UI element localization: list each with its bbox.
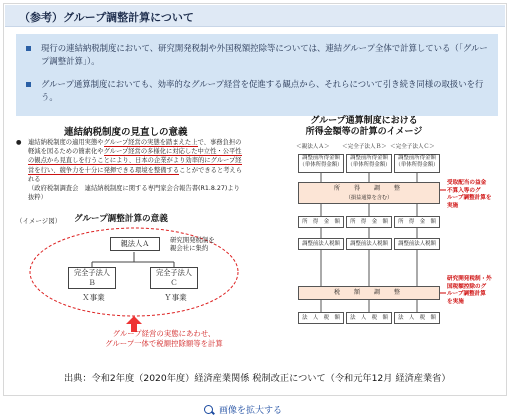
corporate-tax-c: 法 人 税 額 [394,312,440,324]
column-label-c: ＜完全子法人Ｃ＞ [390,144,435,150]
subsidiary-c-box: 完全子法人 Ｃ [150,267,198,289]
income-amount-c: 所 得 金 額 [394,216,440,228]
subsidiary-b-box: 完全子法人 Ｂ [68,267,116,289]
dividend-adjustment-note: 受取配当の益金 不算入等のグ ループ調整計算を 実施 [447,180,492,209]
red-caption: グループ経営の実態にあわせ、 グループ一体で税額控除額等を計算 [105,329,223,348]
pre-adjust-income-c: 調整前所得金額 （単体所得金額） [394,154,440,173]
parent-note: 研究開発税制を 親会社に集約 [170,236,215,252]
left-heading: 連結納税制度の見直しの意義 [64,127,188,138]
bullet-text: グループ通算制度においても、効率的なグループ経営を促進する観点から、それらについて引き続き同様の取扱いを行う。 [41,79,484,102]
bullet-text: 現行の連結納税制度において、研究開発税制や外国税額控除等については、連結グループ全体で計算している（「グループ調整計算」）。 [41,43,488,66]
source-citation: 出典：令和2年度（2020年度）経済産業関係 税制改正について（令和元年12月 経済産業省） [64,373,451,384]
tax-credit-adjustment-note: 研究開発税制・外 国税額控除のグ ループ調整計算 を実施 [447,276,492,305]
note-text: で、事務負担の軽減を図るための簡素化や [28,139,242,156]
note-bullet: ● [16,139,22,146]
pre-adjust-income-a: 調整前所得金額 （単体所得金額） [298,154,344,173]
pre-adjust-tax-c: 調整前法人税額 [394,238,440,250]
income-amount-a: 所 得 金 額 [298,216,344,228]
diagram-heading: グループ調整計算の意義 [74,214,168,224]
column-label-b: ＜完全子法人Ｂ＞ [342,144,387,150]
document-panel [3,3,507,396]
enlarge-image-link[interactable] [204,403,282,416]
note-underline: グループ経営の多様化に対応した中立性・公平性の観点から見直しを行うことにより、日本の企業がより効率的にグループ経営を行い、競争力を十分に発揮できる環境を整備する [28,148,242,174]
income-adjustment-sub: （損益通算を含む） [345,195,393,201]
corporate-tax-a: 法 人 税 額 [298,312,344,324]
image-label: （イメージ図） [16,217,62,225]
income-adjustment-bar [298,182,440,204]
magnifier-icon [204,405,213,414]
pre-adjust-tax-a: 調整前法人税額 [298,238,344,250]
enlarge-image-label: 画像を拡大する [219,406,283,416]
section-title: （参考）グループ調整計算について [19,11,194,24]
note-underline: グループ経営の実態を踏まえた上 [103,139,198,146]
income-amount-b: 所 得 金 額 [346,216,392,228]
note-text: ことができると考えられる [28,166,243,183]
right-diagram-title: グループ通算制度における 所得金額等の計算のイメージ [305,116,423,137]
corporate-tax-b: 法 人 税 額 [346,312,392,324]
parent-company-box: 親法人Ａ [110,237,160,251]
column-label-a: ＜親法人Ａ＞ [296,144,330,150]
note-text: 連結納税制度の適用実態や [28,139,104,146]
pre-adjust-income-b: 調整前所得金額 （単体所得金額） [346,154,392,173]
note-source: （政府税制調査会 連結納税制度に関する専門家会合報告書(R1.8.27)より抜粋） [28,185,240,202]
business-y-label: Ｙ事業 [164,293,187,302]
business-x-label: Ｘ事業 [82,293,105,302]
income-adjustment-label: 所 得 調 整 [333,185,404,192]
tax-adjustment-bar: 税 額 調 整 [298,286,440,300]
pre-adjust-tax-b: 調整前法人税額 [346,238,392,250]
